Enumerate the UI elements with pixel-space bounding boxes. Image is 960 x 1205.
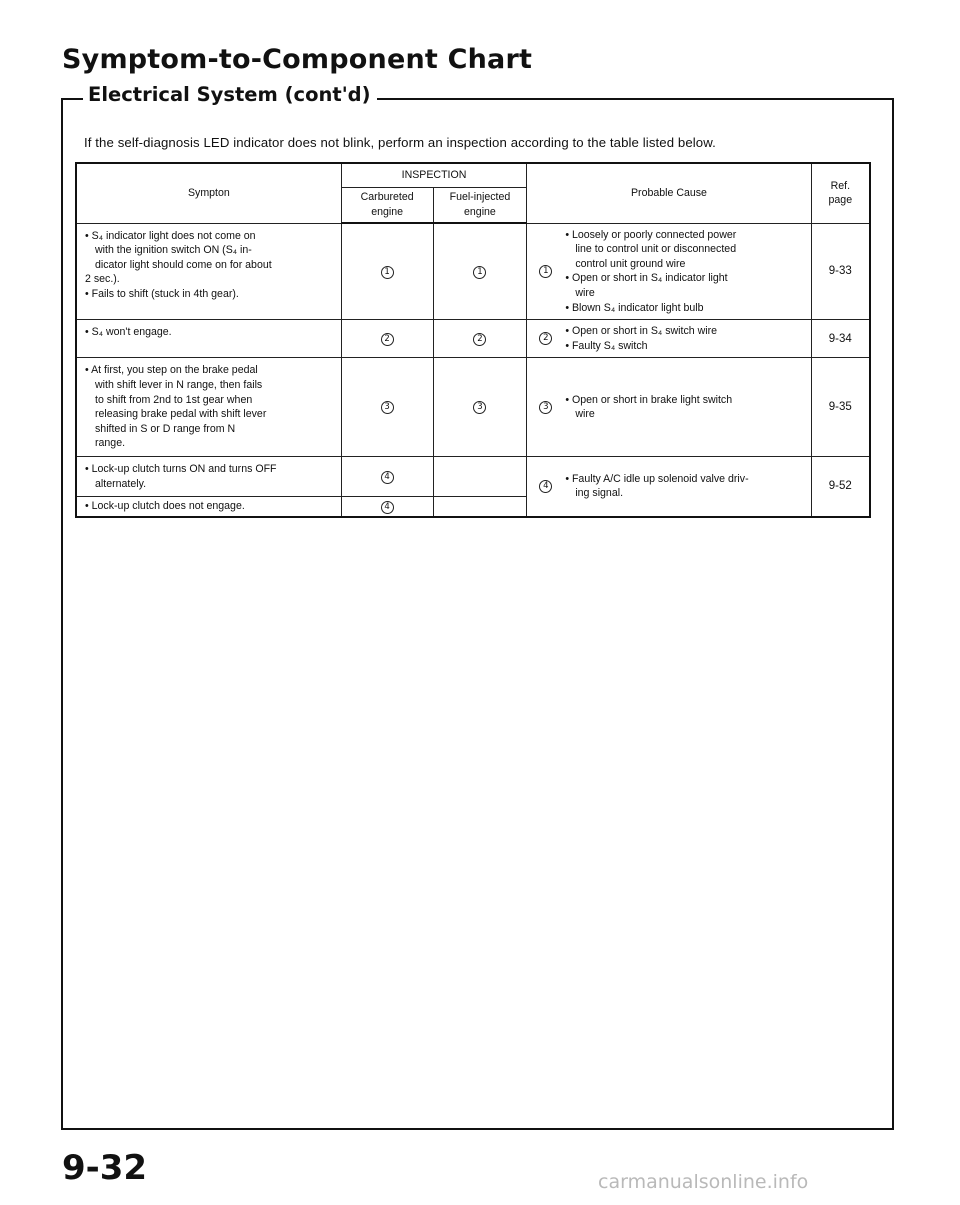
fuel-injected-cell bbox=[433, 358, 527, 457]
header-fuel-injected bbox=[433, 187, 527, 223]
cause-cell bbox=[527, 457, 811, 517]
circled-number: 2 bbox=[473, 333, 486, 346]
carbureted-cell bbox=[341, 457, 433, 497]
symptom-line: • Lock-up clutch turns ON and turns OFF bbox=[85, 463, 277, 476]
symptom-cell bbox=[76, 497, 341, 517]
symptom-line: • Fails to shift (stuck in 4th gear). bbox=[85, 287, 239, 300]
circled-number: 2 bbox=[539, 332, 552, 345]
cause-cell bbox=[527, 223, 811, 320]
cause-line: control unit ground wire bbox=[575, 257, 686, 270]
header-ref-line: Ref. bbox=[830, 179, 851, 192]
symptom-line: alternately. bbox=[95, 477, 147, 490]
symptom-table bbox=[75, 162, 871, 518]
ref-page-cell: 9-34 bbox=[811, 320, 870, 358]
symptom-line: • S₄ indicator light does not come on bbox=[85, 229, 256, 242]
cause-line: wire bbox=[575, 286, 595, 299]
cause-line: ing signal. bbox=[575, 487, 624, 500]
carbureted-cell bbox=[341, 223, 433, 320]
fuel-injected-cell bbox=[433, 457, 527, 497]
carbureted-cell bbox=[341, 358, 433, 457]
circled-number: 2 bbox=[381, 333, 394, 346]
fuel-injected-cell bbox=[433, 320, 527, 358]
page-number: 9-32 bbox=[62, 1148, 148, 1188]
circled-number: 1 bbox=[539, 265, 552, 278]
symptom-line: shifted in S or D range from N bbox=[95, 422, 236, 435]
symptom-line: to shift from 2nd to 1st gear when bbox=[95, 393, 253, 406]
fuel-injected-cell bbox=[433, 497, 527, 517]
page-title: Symptom-to-Component Chart bbox=[62, 44, 533, 75]
header-carbureted-line: Carbureted bbox=[360, 191, 414, 204]
fuel-injected-cell bbox=[433, 223, 527, 320]
cause-line: • Faulty S₄ switch bbox=[565, 339, 648, 352]
symptom-line: with the ignition switch ON (S₄ in- bbox=[95, 244, 252, 257]
ref-page-cell: 9-33 bbox=[811, 223, 870, 320]
symptom-cell bbox=[76, 457, 341, 497]
cause-cell bbox=[527, 320, 811, 358]
header-ref-page bbox=[811, 163, 870, 223]
symptom-line: 2 sec.). bbox=[85, 273, 120, 286]
cause-cell bbox=[527, 358, 811, 457]
table-row bbox=[76, 457, 870, 497]
table-row bbox=[76, 223, 870, 320]
carbureted-cell bbox=[341, 320, 433, 358]
section-title: Electrical System (cont'd) bbox=[88, 83, 377, 106]
header-inspection: INSPECTION bbox=[341, 163, 527, 187]
circled-number: 3 bbox=[539, 401, 552, 414]
table-row bbox=[76, 358, 870, 457]
symptom-line: • At first, you step on the brake pedal bbox=[85, 364, 258, 377]
carbureted-cell bbox=[341, 497, 433, 517]
cause-line: line to control unit or disconnected bbox=[575, 243, 737, 256]
symptom-line: • S₄ won't engage. bbox=[85, 326, 172, 339]
circled-number: 4 bbox=[539, 480, 552, 493]
frame-top-rule-right bbox=[373, 98, 892, 100]
cause-line: wire bbox=[575, 408, 595, 421]
header-carbureted bbox=[341, 187, 433, 223]
circled-number: 4 bbox=[381, 471, 394, 484]
header-fuel-injected-line: engine bbox=[464, 205, 496, 218]
symptom-line: releasing brake pedal with shift lever bbox=[95, 408, 267, 421]
symptom-cell bbox=[76, 358, 341, 457]
watermark-text: carmanualsonline.info bbox=[598, 1171, 809, 1193]
symptom-line: dicator light should come on for about bbox=[95, 258, 272, 271]
cause-line: • Loosely or poorly connected power bbox=[565, 228, 737, 241]
header-symptom: Sympton bbox=[76, 163, 341, 223]
symptom-cell bbox=[76, 320, 341, 358]
circled-number: 3 bbox=[473, 401, 486, 414]
intro-text: If the self-diagnosis LED indicator does not blink, perform an inspection according to the table listed below. bbox=[84, 135, 716, 150]
cause-line: • Open or short in brake light switch bbox=[565, 393, 733, 406]
symptom-line: range. bbox=[95, 437, 126, 450]
header-ref-line: page bbox=[828, 194, 853, 207]
cause-line: • Blown S₄ indicator light bulb bbox=[565, 301, 704, 314]
header-carbureted-line: engine bbox=[371, 205, 404, 218]
frame-top-rule-left bbox=[61, 98, 83, 100]
circled-number: 1 bbox=[473, 266, 486, 279]
circled-number: 3 bbox=[381, 401, 394, 414]
cause-line: • Open or short in S₄ indicator light bbox=[565, 272, 728, 285]
cause-line: • Faulty A/C idle up solenoid valve driv- bbox=[565, 472, 749, 485]
symptom-line: • Lock-up clutch does not engage. bbox=[85, 500, 245, 513]
circled-number: 1 bbox=[381, 266, 394, 279]
symptom-cell bbox=[76, 223, 341, 320]
circled-number: 4 bbox=[381, 501, 394, 514]
header-fuel-injected-line: Fuel-injected bbox=[449, 191, 511, 204]
ref-page-cell: 9-35 bbox=[811, 358, 870, 457]
cause-line: • Open or short in S₄ switch wire bbox=[565, 325, 718, 338]
symptom-line: with shift lever in N range, then fails bbox=[95, 378, 263, 391]
table-row bbox=[76, 320, 870, 358]
header-probable-cause: Probable Cause bbox=[527, 163, 811, 223]
ref-page-cell: 9-52 bbox=[811, 457, 870, 517]
